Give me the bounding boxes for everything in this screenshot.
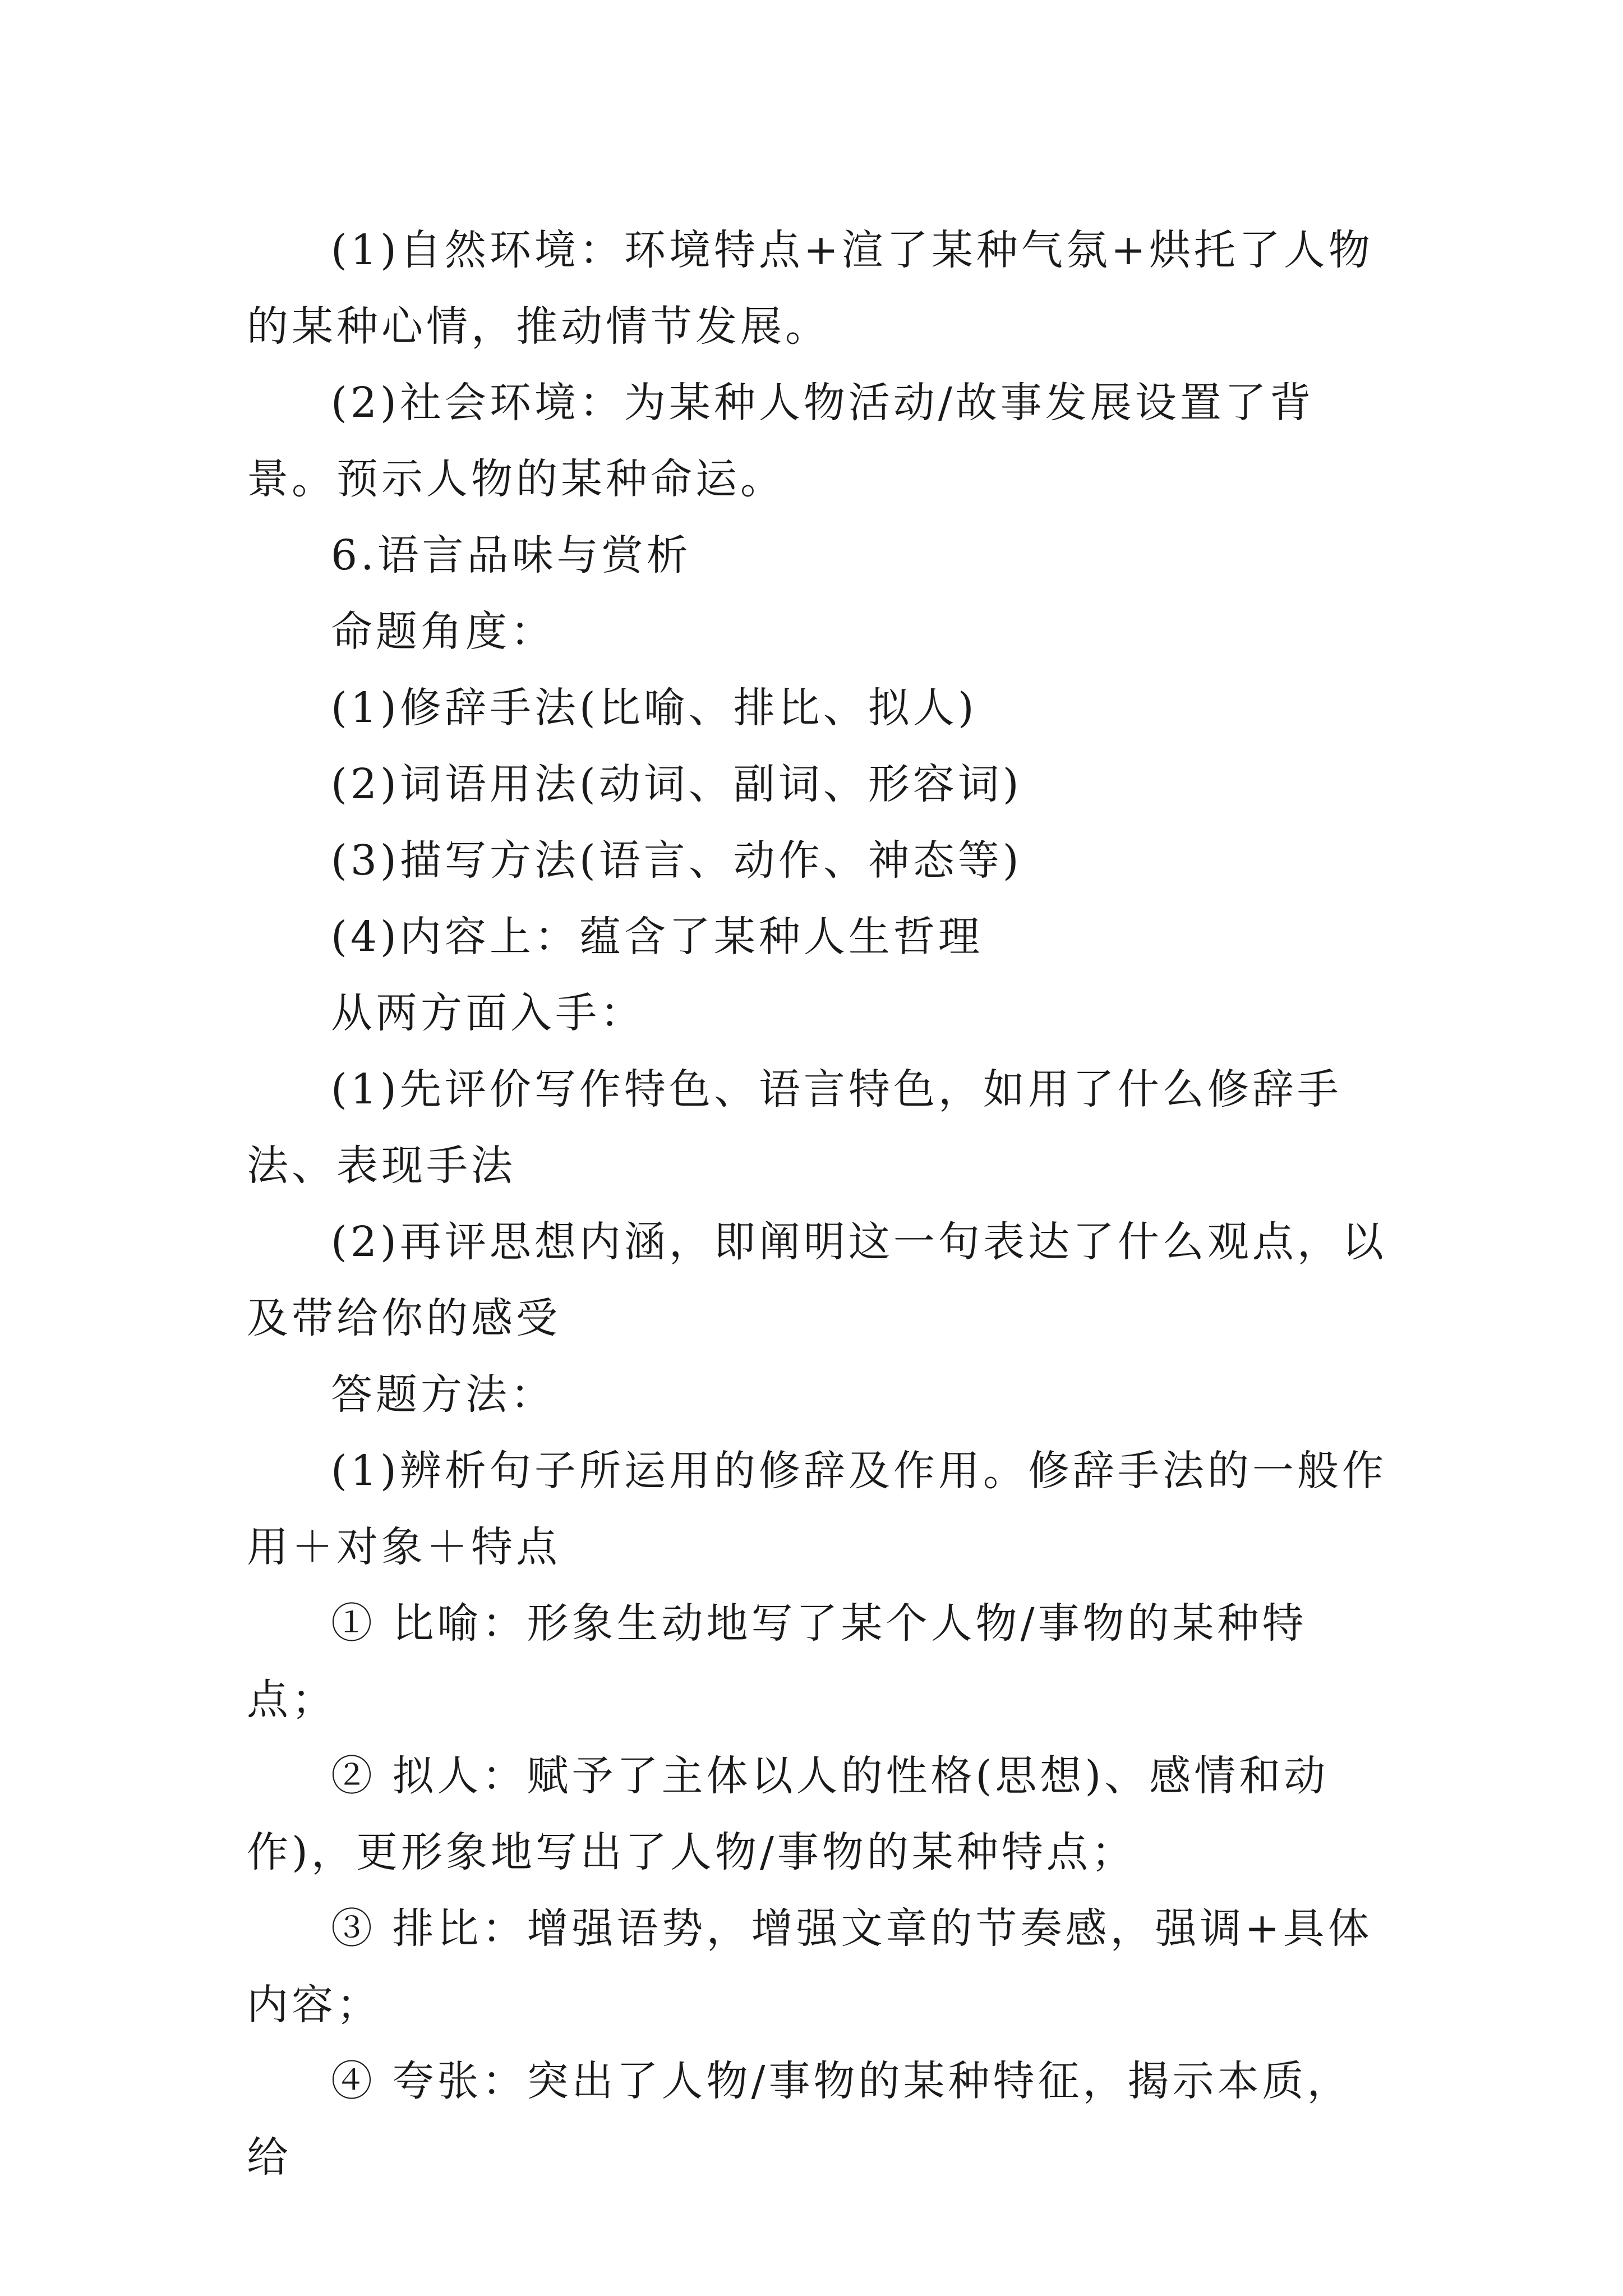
- label-question-angles: 命题角度：: [331, 608, 555, 656]
- label-two-aspects: 从两方面入手：: [331, 989, 645, 1037]
- list-item-thought-connotation: (2)再评思想内涵，即阐明这一句表达了什么观点，以及带给你的感受: [247, 1218, 1387, 1342]
- list-item-personification: ② 拟人：赋予了主体以人的性格(思想)、感情和动作)，更形象地写出了人物/事物的某种特点；: [247, 1752, 1329, 1876]
- list-item-exaggeration: ④ 夸张：突出了人物/事物的某种特征，揭示本质，给: [247, 2057, 1352, 2182]
- list-item-metaphor: ① 比喻：形象生动地写了某个人物/事物的某种特点；: [247, 1599, 1307, 1724]
- list-item-word-usage: (2)词语用法(动词、副词、形容词): [331, 760, 1022, 808]
- label-answer-methods: 答题方法：: [331, 1370, 555, 1419]
- section-heading-language-appreciation: 6.语言品味与赏析: [331, 531, 691, 579]
- list-item-content-philosophy: (4)内容上：蕴含了某种人生哲理: [331, 913, 983, 961]
- list-item-description-methods: (3)描写方法(语言、动作、神态等): [331, 836, 1022, 885]
- list-item-writing-features: (1)先评价写作特色、语言特色，如用了什么修辞手法、表现手法: [247, 1065, 1342, 1190]
- document-body: [247, 212, 1391, 2196]
- list-item-analyze-rhetoric: (1)辨析句子所运用的修辞及作用。修辞手法的一般作用＋对象＋特点: [247, 1447, 1387, 1571]
- list-item-parallelism: ③ 排比：增强语势，增强文章的节奏感，强调+具体内容；: [247, 1904, 1373, 2029]
- paragraph-natural-environment: (1)自然环境：环境特点+渲了某种气氛+烘托了人物的某种心情，推动情节发展。: [247, 226, 1373, 351]
- paragraph-social-environment: (2)社会环境：为某种人物活动/故事发展设置了背景。预示人物的某种命运。: [247, 379, 1315, 503]
- list-item-rhetoric: (1)修辞手法(比喻、排比、拟人): [331, 684, 978, 732]
